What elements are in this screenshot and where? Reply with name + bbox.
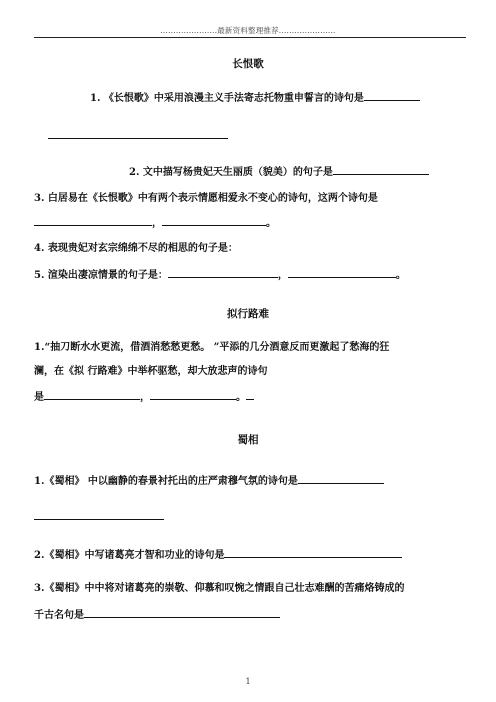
- section-title-changhenge: 长恨歌: [232, 58, 264, 70]
- answer-blank[interactable]: [333, 164, 429, 175]
- question-shuxiang-3-line2: [34, 607, 280, 623]
- answer-blank[interactable]: [48, 138, 228, 139]
- question-text: 4. 表现贵妃对玄宗绵绵不尽的相思的句子是：: [34, 243, 238, 254]
- question-text: 5. 渲染出凄凉情景的句子是：: [34, 270, 168, 281]
- answer-blank[interactable]: [298, 473, 384, 484]
- question-text: 是: [34, 392, 44, 403]
- question-changhenge-1: [90, 90, 420, 106]
- question-text: 1.《蜀相》 中以幽静的春景衬托出的庄严肃穆气氛的诗句是: [34, 476, 298, 487]
- question-changhenge-2: [129, 164, 429, 180]
- period: 。: [236, 392, 246, 403]
- separator: ，: [152, 218, 162, 229]
- question-changhenge-3-answers: [34, 215, 276, 231]
- period: 。: [266, 218, 276, 229]
- question-shuxiang-2: [34, 547, 402, 563]
- header-rule: [34, 37, 466, 38]
- page-number: 1: [245, 677, 251, 686]
- question-changhenge-5: [34, 267, 406, 283]
- question-changhenge-3: [34, 192, 378, 206]
- question-text: 千古名句是: [34, 610, 84, 621]
- question-nixinglunan-1-line2: 澜，在《拟 行路难》中举杯驱愁，却大放悲声的诗句: [34, 366, 268, 377]
- answer-blank[interactable]: [364, 90, 420, 101]
- section-title-nixinglunan: 拟行路难: [227, 308, 269, 320]
- answer-blank[interactable]: [34, 519, 164, 520]
- answer-blank-tail: [246, 389, 254, 400]
- question-shuxiang-3-line1: 3.《蜀相》中中将对诸葛亮的崇敬、仰慕和叹惋之情跟自己壮志难酬的苦痛烙铸成的: [34, 583, 405, 594]
- section-title-shuxiang: 蜀相: [237, 434, 259, 446]
- answer-blank[interactable]: [224, 547, 402, 558]
- question-text: 2. 文中描写杨贵妃天生丽质（貌美）的句子是: [129, 167, 333, 178]
- question-changhenge-4: [34, 242, 238, 256]
- question-nixinglunan-1-line3: [34, 389, 254, 405]
- question-shuxiang-1: [34, 473, 384, 489]
- answer-blank[interactable]: [288, 267, 396, 278]
- question-text: 2.《蜀相》中写诸葛亮才智和功业的诗句是: [34, 550, 225, 561]
- answer-blank[interactable]: [44, 389, 140, 400]
- answer-blank[interactable]: [162, 215, 266, 226]
- separator: ，: [277, 270, 288, 281]
- page-header: ......................最新资料整理推荐......................: [160, 26, 336, 35]
- period: 。: [395, 270, 406, 281]
- answer-blank[interactable]: [168, 267, 278, 278]
- question-text: 1. 《长恨歌》中采用浪漫主义手法寄志托物重申誓言的诗句是: [90, 93, 364, 104]
- answer-blank[interactable]: [150, 389, 236, 400]
- answer-blank[interactable]: [34, 215, 152, 226]
- question-nixinglunan-1-line1: 1.“抽刀断水水更流，借酒消愁愁更愁。 ”平添的几分酒意反而更激起了愁海的狂: [34, 342, 390, 353]
- answer-blank[interactable]: [84, 607, 280, 618]
- separator: ，: [140, 392, 150, 403]
- question-text: 3. 白居易在《长恨歌》中有两个表示情愿相爱永不变心的诗句，这两个诗句是: [34, 193, 378, 204]
